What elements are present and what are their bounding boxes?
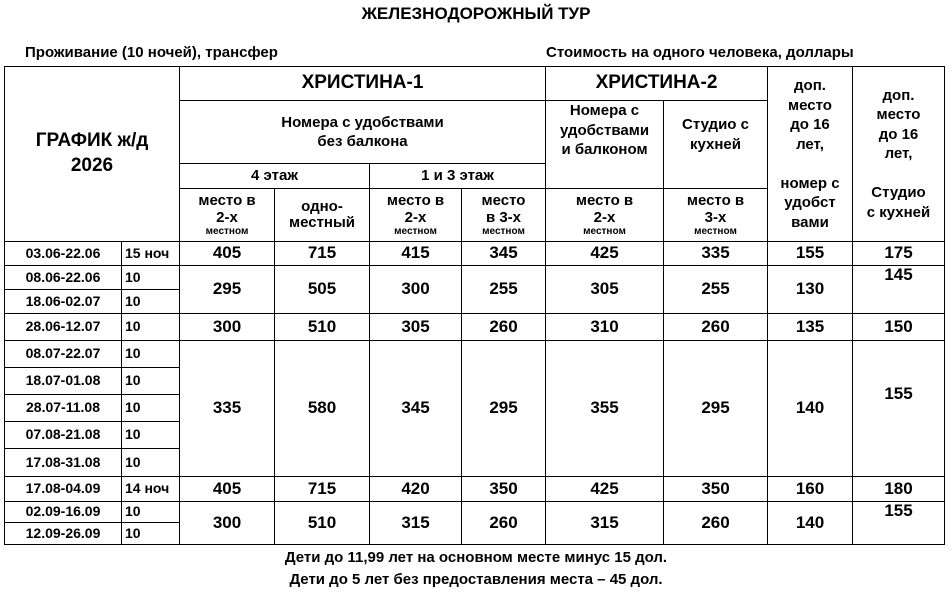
price-note: Стоимость на одного человека, доллары (546, 44, 854, 61)
col-h2-double-header: место в 2-х местном (546, 189, 664, 242)
price-cell: 310 (546, 314, 664, 341)
price-cell: 255 (462, 266, 546, 314)
price-cell: 510 (275, 314, 370, 341)
price-cell: 260 (664, 314, 768, 341)
price-cell: 140 (768, 502, 853, 545)
price-cell: 140 (768, 341, 853, 477)
date-cell: 08.06-22.06 (5, 266, 122, 290)
hotel-2-rooms-header: Номера с удобствами и балконом (546, 101, 664, 189)
floor-4-header: 4 этаж (180, 164, 370, 189)
date-cell: 28.07-11.08 (5, 395, 122, 422)
nights-cell: 10 (122, 341, 180, 368)
accommodation-note: Проживание (10 ночей), трансфер (25, 44, 278, 61)
price-cell: 260 (462, 314, 546, 341)
date-cell: 12.09-26.09 (5, 523, 122, 545)
col-h1-double-13-header: место в 2-х местном (370, 189, 462, 242)
hotel-2-studio-header: Студио с кухней (664, 101, 768, 189)
price-cell: 150 (853, 314, 945, 341)
nights-cell: 15 ноч (122, 242, 180, 266)
schedule-header: ГРАФИК ж/д 2026 (5, 67, 180, 242)
price-cell (853, 341, 945, 477)
nights-cell: 10 (122, 314, 180, 341)
date-cell: 03.06-22.06 (5, 242, 122, 266)
col-h2-triple-header: место в 3-х местном (664, 189, 768, 242)
price-cell: 305 (370, 314, 462, 341)
date-cell: 07.08-21.08 (5, 422, 122, 449)
price-cell: 335 (664, 242, 768, 266)
table-row (5, 266, 945, 290)
page-title: ЖЕЛЕЗНОДОРОЖНЫЙ ТУР (361, 4, 591, 23)
price-cell: 315 (370, 502, 462, 545)
extra-bed-room-header: доп. место до 16 лет, номер с удобст вами (768, 67, 853, 242)
price-cell: 715 (275, 242, 370, 266)
col-h1-single-header: одно- местный (275, 189, 370, 242)
price-cell: 155 (768, 242, 853, 266)
price-cell: 505 (275, 266, 370, 314)
price-cell: 300 (180, 314, 275, 341)
nights-cell: 10 (122, 523, 180, 545)
price-cell: 715 (275, 477, 370, 502)
nights-cell: 10 (122, 368, 180, 395)
price-cell: 175 (853, 242, 945, 266)
date-cell: 02.09-16.09 (5, 502, 122, 523)
nights-cell: 10 (122, 502, 180, 523)
price-value: 155 (884, 383, 913, 403)
extra-bed-studio-header: доп. место до 16 лет, Студио с кухней (853, 67, 945, 242)
date-cell: 08.07-22.07 (5, 341, 122, 368)
price-cell: 510 (275, 502, 370, 545)
price-cell: 405 (180, 242, 275, 266)
table-row (5, 477, 945, 502)
children-discount-note: Дети до 11,99 лет на основном месте минус 15 дол. (284, 549, 668, 566)
price-cell: 180 (853, 477, 945, 502)
date-cell: 18.07-01.08 (5, 368, 122, 395)
hotel-1-rooms-header: Номера с удобствами без балкона (180, 101, 546, 164)
price-cell: 420 (370, 477, 462, 502)
price-cell: 415 (370, 242, 462, 266)
table-row (5, 502, 945, 523)
price-cell: 255 (664, 266, 768, 314)
nights-cell: 10 (122, 422, 180, 449)
price-cell: 135 (768, 314, 853, 341)
table-row (5, 242, 945, 266)
price-cell: 295 (664, 341, 768, 477)
price-table (4, 66, 945, 545)
price-cell: 580 (275, 341, 370, 477)
nights-cell: 14 ноч (122, 477, 180, 502)
nights-cell: 10 (122, 266, 180, 290)
price-cell: 145 (853, 266, 945, 314)
nights-cell: 10 (122, 290, 180, 314)
price-cell: 350 (664, 477, 768, 502)
price-cell: 425 (546, 477, 664, 502)
table-row (5, 341, 945, 368)
price-cell: 260 (462, 502, 546, 545)
price-cell: 345 (370, 341, 462, 477)
price-cell: 345 (462, 242, 546, 266)
date-cell: 17.08-04.09 (5, 477, 122, 502)
price-cell: 350 (462, 477, 546, 502)
infant-price-note: Дети до 5 лет без предоставления места – 45 дол. (289, 571, 663, 588)
price-cell: 260 (664, 502, 768, 545)
price-cell: 335 (180, 341, 275, 477)
price-cell: 405 (180, 477, 275, 502)
floor-1-3-header: 1 и 3 этаж (370, 164, 546, 189)
price-cell: 130 (768, 266, 853, 314)
price-cell: 160 (768, 477, 853, 502)
price-cell: 155 (853, 502, 945, 545)
price-cell: 305 (546, 266, 664, 314)
price-cell: 295 (180, 266, 275, 314)
price-cell: 355 (546, 341, 664, 477)
nights-cell: 10 (122, 395, 180, 422)
date-cell: 18.06-02.07 (5, 290, 122, 314)
price-cell: 315 (546, 502, 664, 545)
hotel-2-header: ХРИСТИНА-2 (546, 67, 768, 101)
col-h1-triple-13-header: место в 3-х местном (462, 189, 546, 242)
hotel-1-header: ХРИСТИНА-1 (180, 67, 546, 101)
date-cell: 17.08-31.08 (5, 449, 122, 477)
price-cell: 295 (462, 341, 546, 477)
nights-cell: 10 (122, 449, 180, 477)
date-cell: 28.06-12.07 (5, 314, 122, 341)
col-h1-double-header: место в 2-х местном (180, 189, 275, 242)
price-cell: 300 (180, 502, 275, 545)
price-cell: 425 (546, 242, 664, 266)
price-cell: 300 (370, 266, 462, 314)
table-row (5, 314, 945, 341)
